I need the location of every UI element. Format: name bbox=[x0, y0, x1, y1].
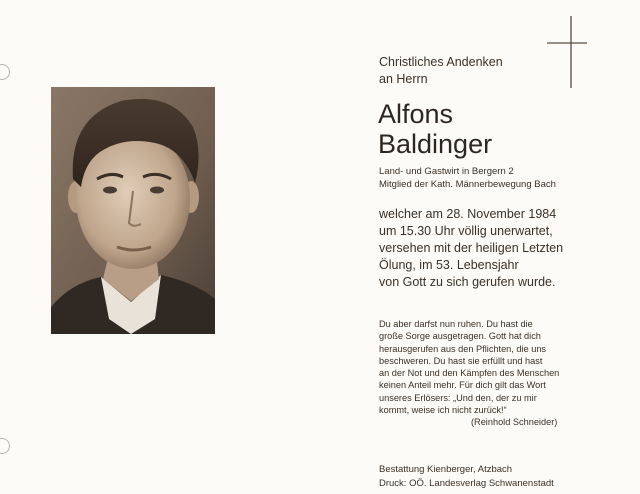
poem-line: große Sorge ausgetragen. Gott hat dich bbox=[379, 331, 541, 342]
poem-line: herausgerufen aus den Pflichten, die uns bbox=[379, 343, 547, 354]
portrait-photo bbox=[51, 87, 215, 334]
first-name: Alfons bbox=[378, 99, 454, 129]
passing-line: von Gott zu sich gerufen wurde. bbox=[379, 275, 556, 289]
occupation-block bbox=[379, 166, 556, 191]
cross-icon bbox=[545, 14, 589, 90]
poem-line: beschweren. Du hast sie erfüllt und hast bbox=[379, 355, 543, 366]
occupation-line: Mitglied der Kath. Männerbewegung Bach bbox=[379, 178, 556, 190]
last-name: Baldinger bbox=[378, 129, 493, 159]
poem-line: keinen Anteil mehr. Für dich gilt das Wort bbox=[379, 380, 546, 391]
footer-block bbox=[379, 463, 554, 491]
memorial-header-line: Christliches Andenken bbox=[379, 55, 503, 69]
footer-line: Druck: OÖ. Landesverlag Schwanenstadt bbox=[379, 478, 554, 489]
passing-line: welcher am 28. November 1984 bbox=[379, 207, 557, 221]
poem-line: an der Not und den Kämpfen des Menschen bbox=[379, 368, 560, 379]
memorial-header-line: an Herrn bbox=[379, 72, 428, 86]
poem-line: Du aber darfst nun ruhen. Du hast die bbox=[379, 319, 533, 329]
passing-line: um 15.30 Uhr völlig unerwartet, bbox=[379, 224, 553, 238]
passing-line: versehen mit der heiligen Letzten bbox=[379, 241, 564, 255]
footer-line: Bestattung Kienberger, Atzbach bbox=[379, 464, 513, 475]
punch-hole-bottom bbox=[0, 438, 10, 454]
poem-block bbox=[379, 318, 559, 429]
deceased-name bbox=[378, 99, 492, 159]
poem-author: (Reinhold Schneider) bbox=[471, 417, 558, 428]
poem-line: kommt, weise ich nicht zurück!“ bbox=[379, 405, 507, 416]
passing-line: Ölung, im 53. Lebensjahr bbox=[379, 258, 519, 272]
passing-statement bbox=[379, 206, 563, 291]
occupation-line: Land- und Gastwirt in Bergern 2 bbox=[379, 166, 514, 177]
memorial-header bbox=[379, 54, 503, 88]
poem-line: unseres Erlösers: „Und den, der zu mir bbox=[379, 392, 537, 403]
punch-hole-top bbox=[0, 64, 10, 80]
